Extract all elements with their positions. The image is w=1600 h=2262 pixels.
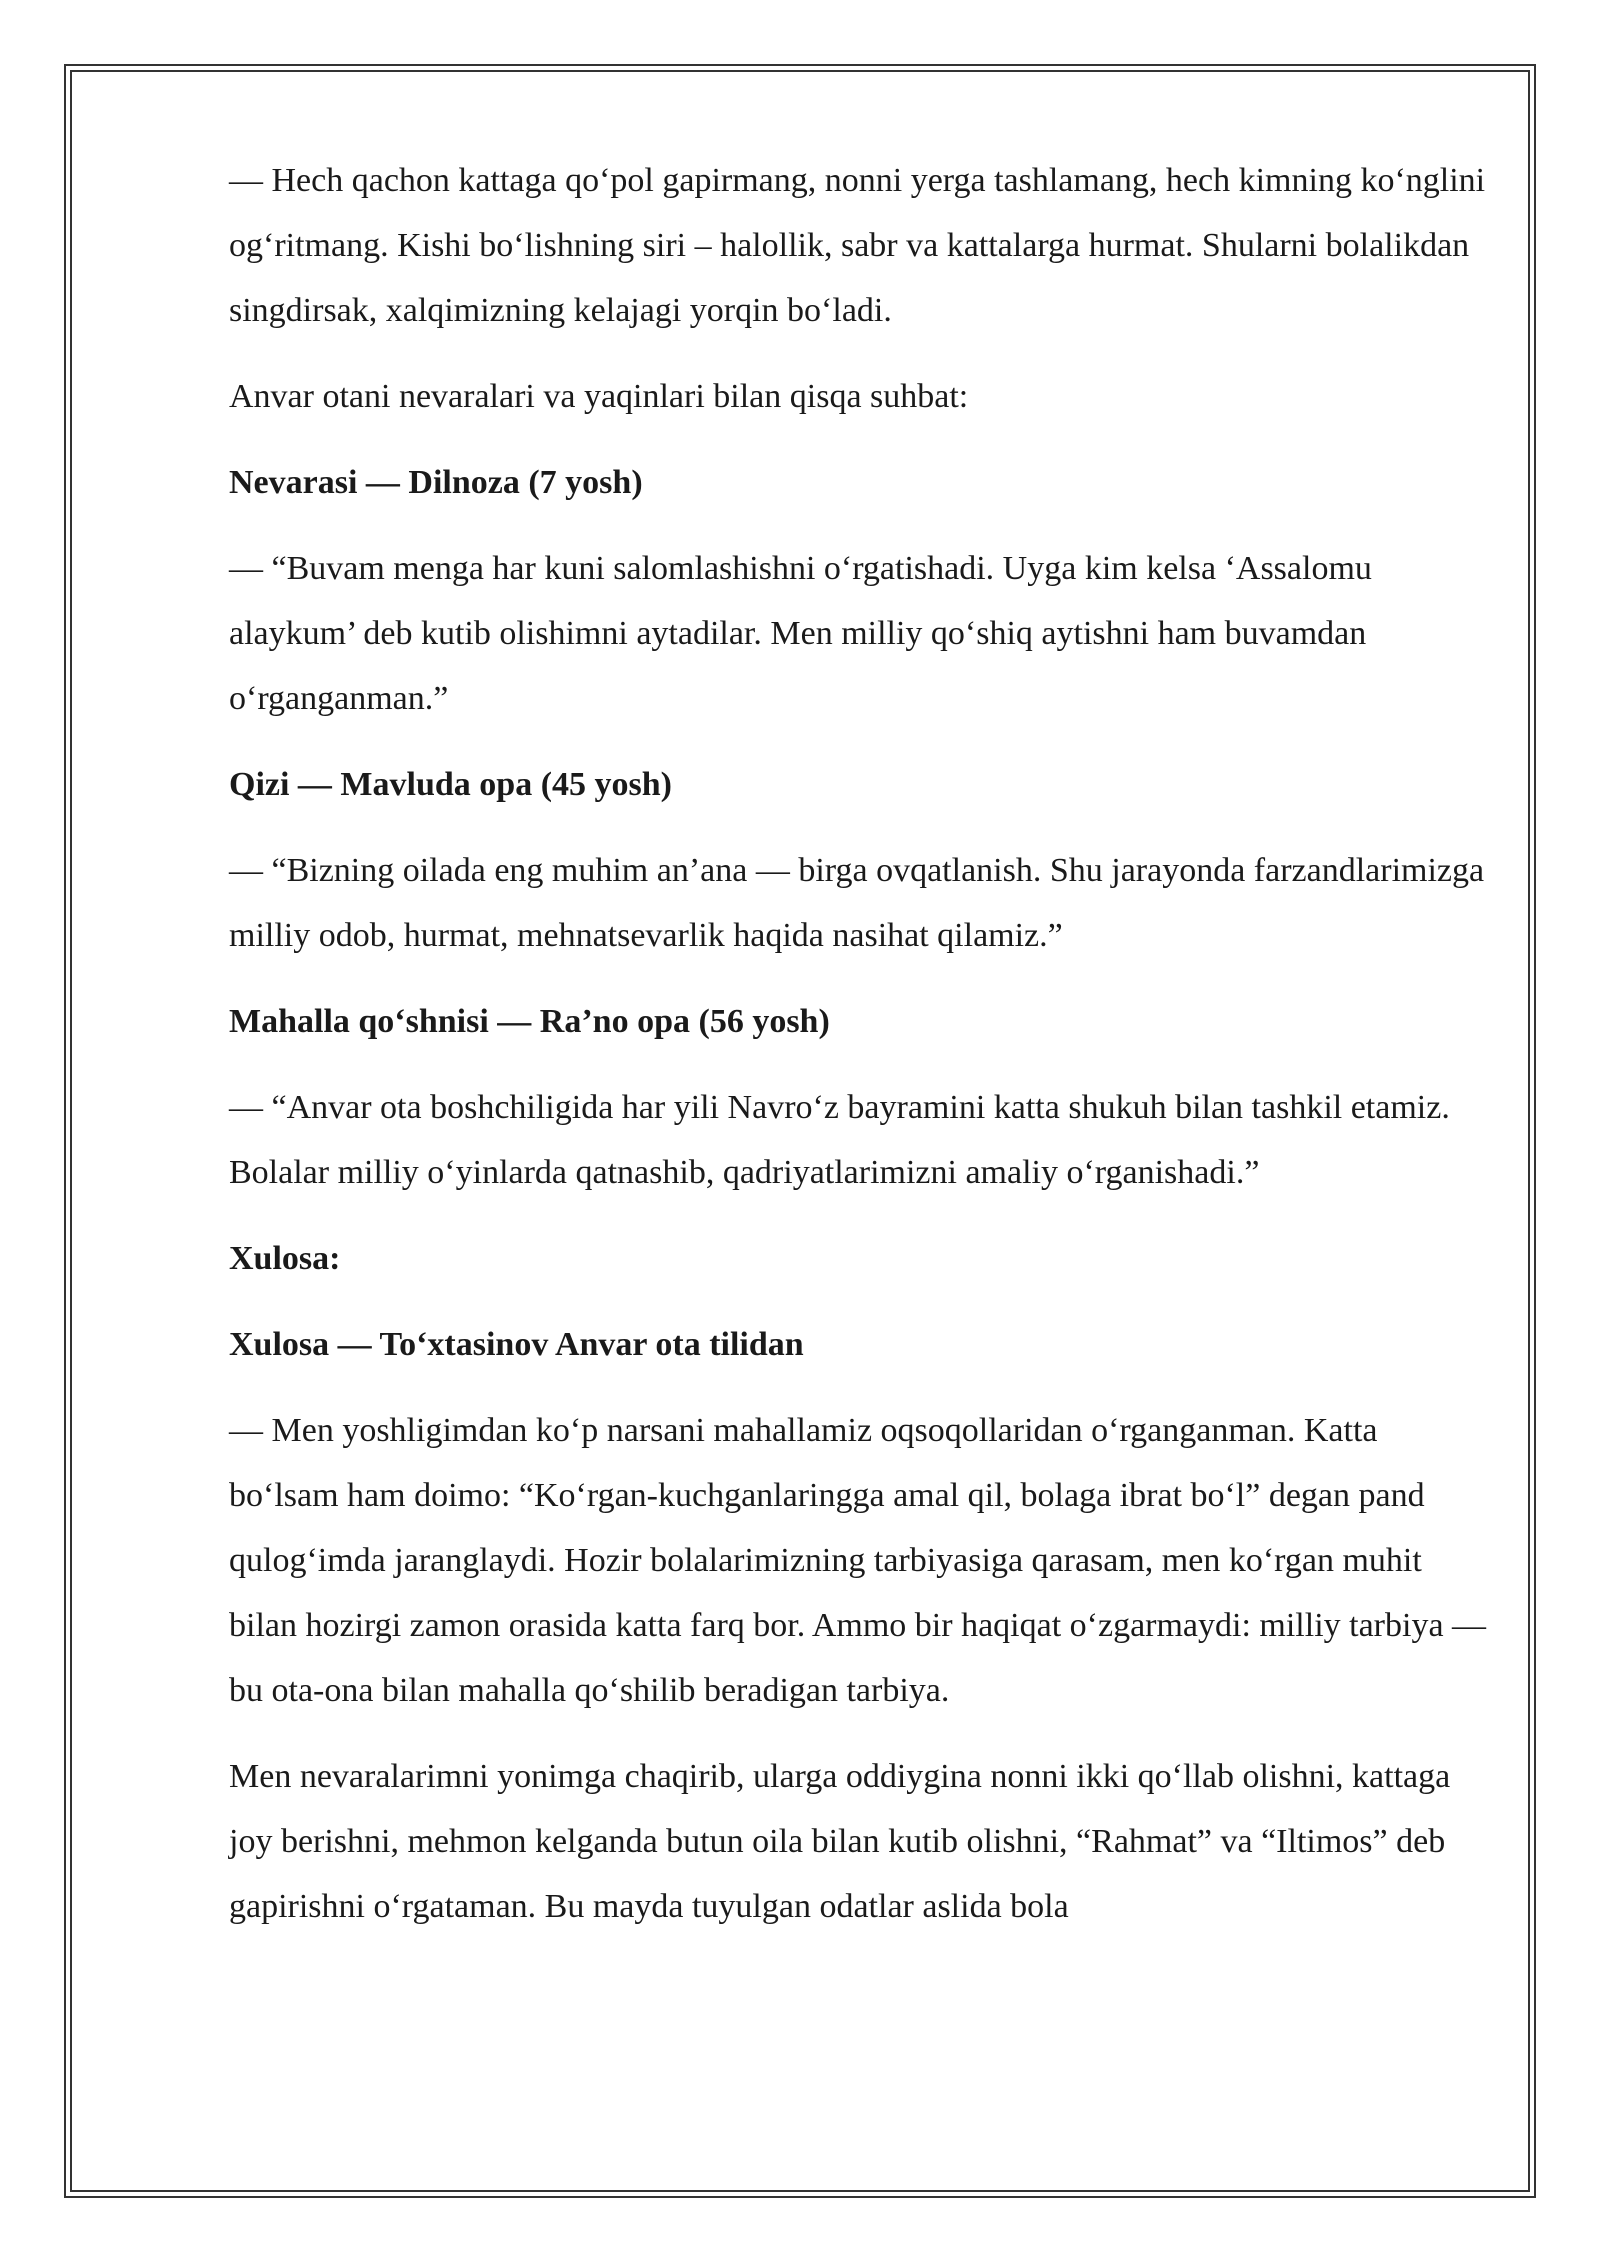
document-body <box>229 148 1491 1960</box>
paragraph-advice: — Hech qachon kattaga qo‘pol gapirmang, nonni yerga tashlamang, hech kimning ko‘nglini og‘ritmang. Kishi bo‘lishning siri – halollik, sabr va kattalarga hurmat. Shularni bolalikdan singdirsak, xalqimizning kelajagi yorqin bo‘ladi. <box>229 162 1486 329</box>
paragraph-conclusion-1: — Men yoshligimdan ko‘p narsani mahallamiz oqsoqollaridan o‘rganganman. Katta bo‘lsam ham doimo: “Ko‘rgan-kuchganlaringga amal qil, bolaga ibrat bo‘l” degan pand qulog‘imda jaranglaydi. Hozir bolalarimizning tarbiyasiga qarasam, men ko‘rgan muhit bilan hozirgi zamon orasida katta farq bor. Ammo bir haqiqat o‘zgarmaydi: milliy tarbiya — bu ota-ona bilan mahalla qo‘shilib beradigan tarbiya. <box>229 1412 1487 1709</box>
paragraph-dilnoza-quote: — “Buvam menga har kuni salomlashishni o‘rgatishadi. Uyga kim kelsa ‘Assalomu alaykum’ deb kutib olishimni aytadilar. Men milliy qo‘shiq aytishni ham buvamdan o‘rganganman.” <box>229 550 1372 717</box>
heading-rano: Mahalla qo‘shnisi — Ra’no opa (56 yosh) <box>229 1003 830 1040</box>
paragraph-mavluda-quote: — “Bizning oilada eng muhim an’ana — birga ovqatlanish. Shu jarayonda farzandlarimizga milliy odob, hurmat, mehnatsevarlik haqida nasihat qilamiz.” <box>229 852 1485 954</box>
paragraph-conclusion-2: Men nevaralarimni yonimga chaqirib, ularga oddiygina nonni ikki qo‘llab olishni, kattaga joy berishni, mehmon kelganda butun oila bilan kutib olishni, “Rahmat” va “Iltimos” deb gapirishni o‘rgataman. Bu mayda tuyulgan odatlar aslida bola <box>229 1758 1451 1925</box>
paragraph-interview-intro: Anvar otani nevaralari va yaqinlari bilan qisqa suhbat: <box>229 378 969 415</box>
paragraph-rano-quote: — “Anvar ota boshchiligida har yili Navro‘z bayramini katta shukuh bilan tashkil etamiz. Bolalar milliy o‘yinlarda qatnashib, qadriyatlarimizni amaliy o‘rganishadi.” <box>229 1089 1450 1191</box>
heading-conclusion-anvar: Xulosa — To‘xtasinov Anvar ota tilidan <box>229 1326 804 1363</box>
heading-mavluda: Qizi — Mavluda opa (45 yosh) <box>229 766 672 803</box>
heading-conclusion: Xulosa: <box>229 1240 341 1277</box>
heading-dilnoza: Nevarasi — Dilnoza (7 yosh) <box>229 464 643 501</box>
